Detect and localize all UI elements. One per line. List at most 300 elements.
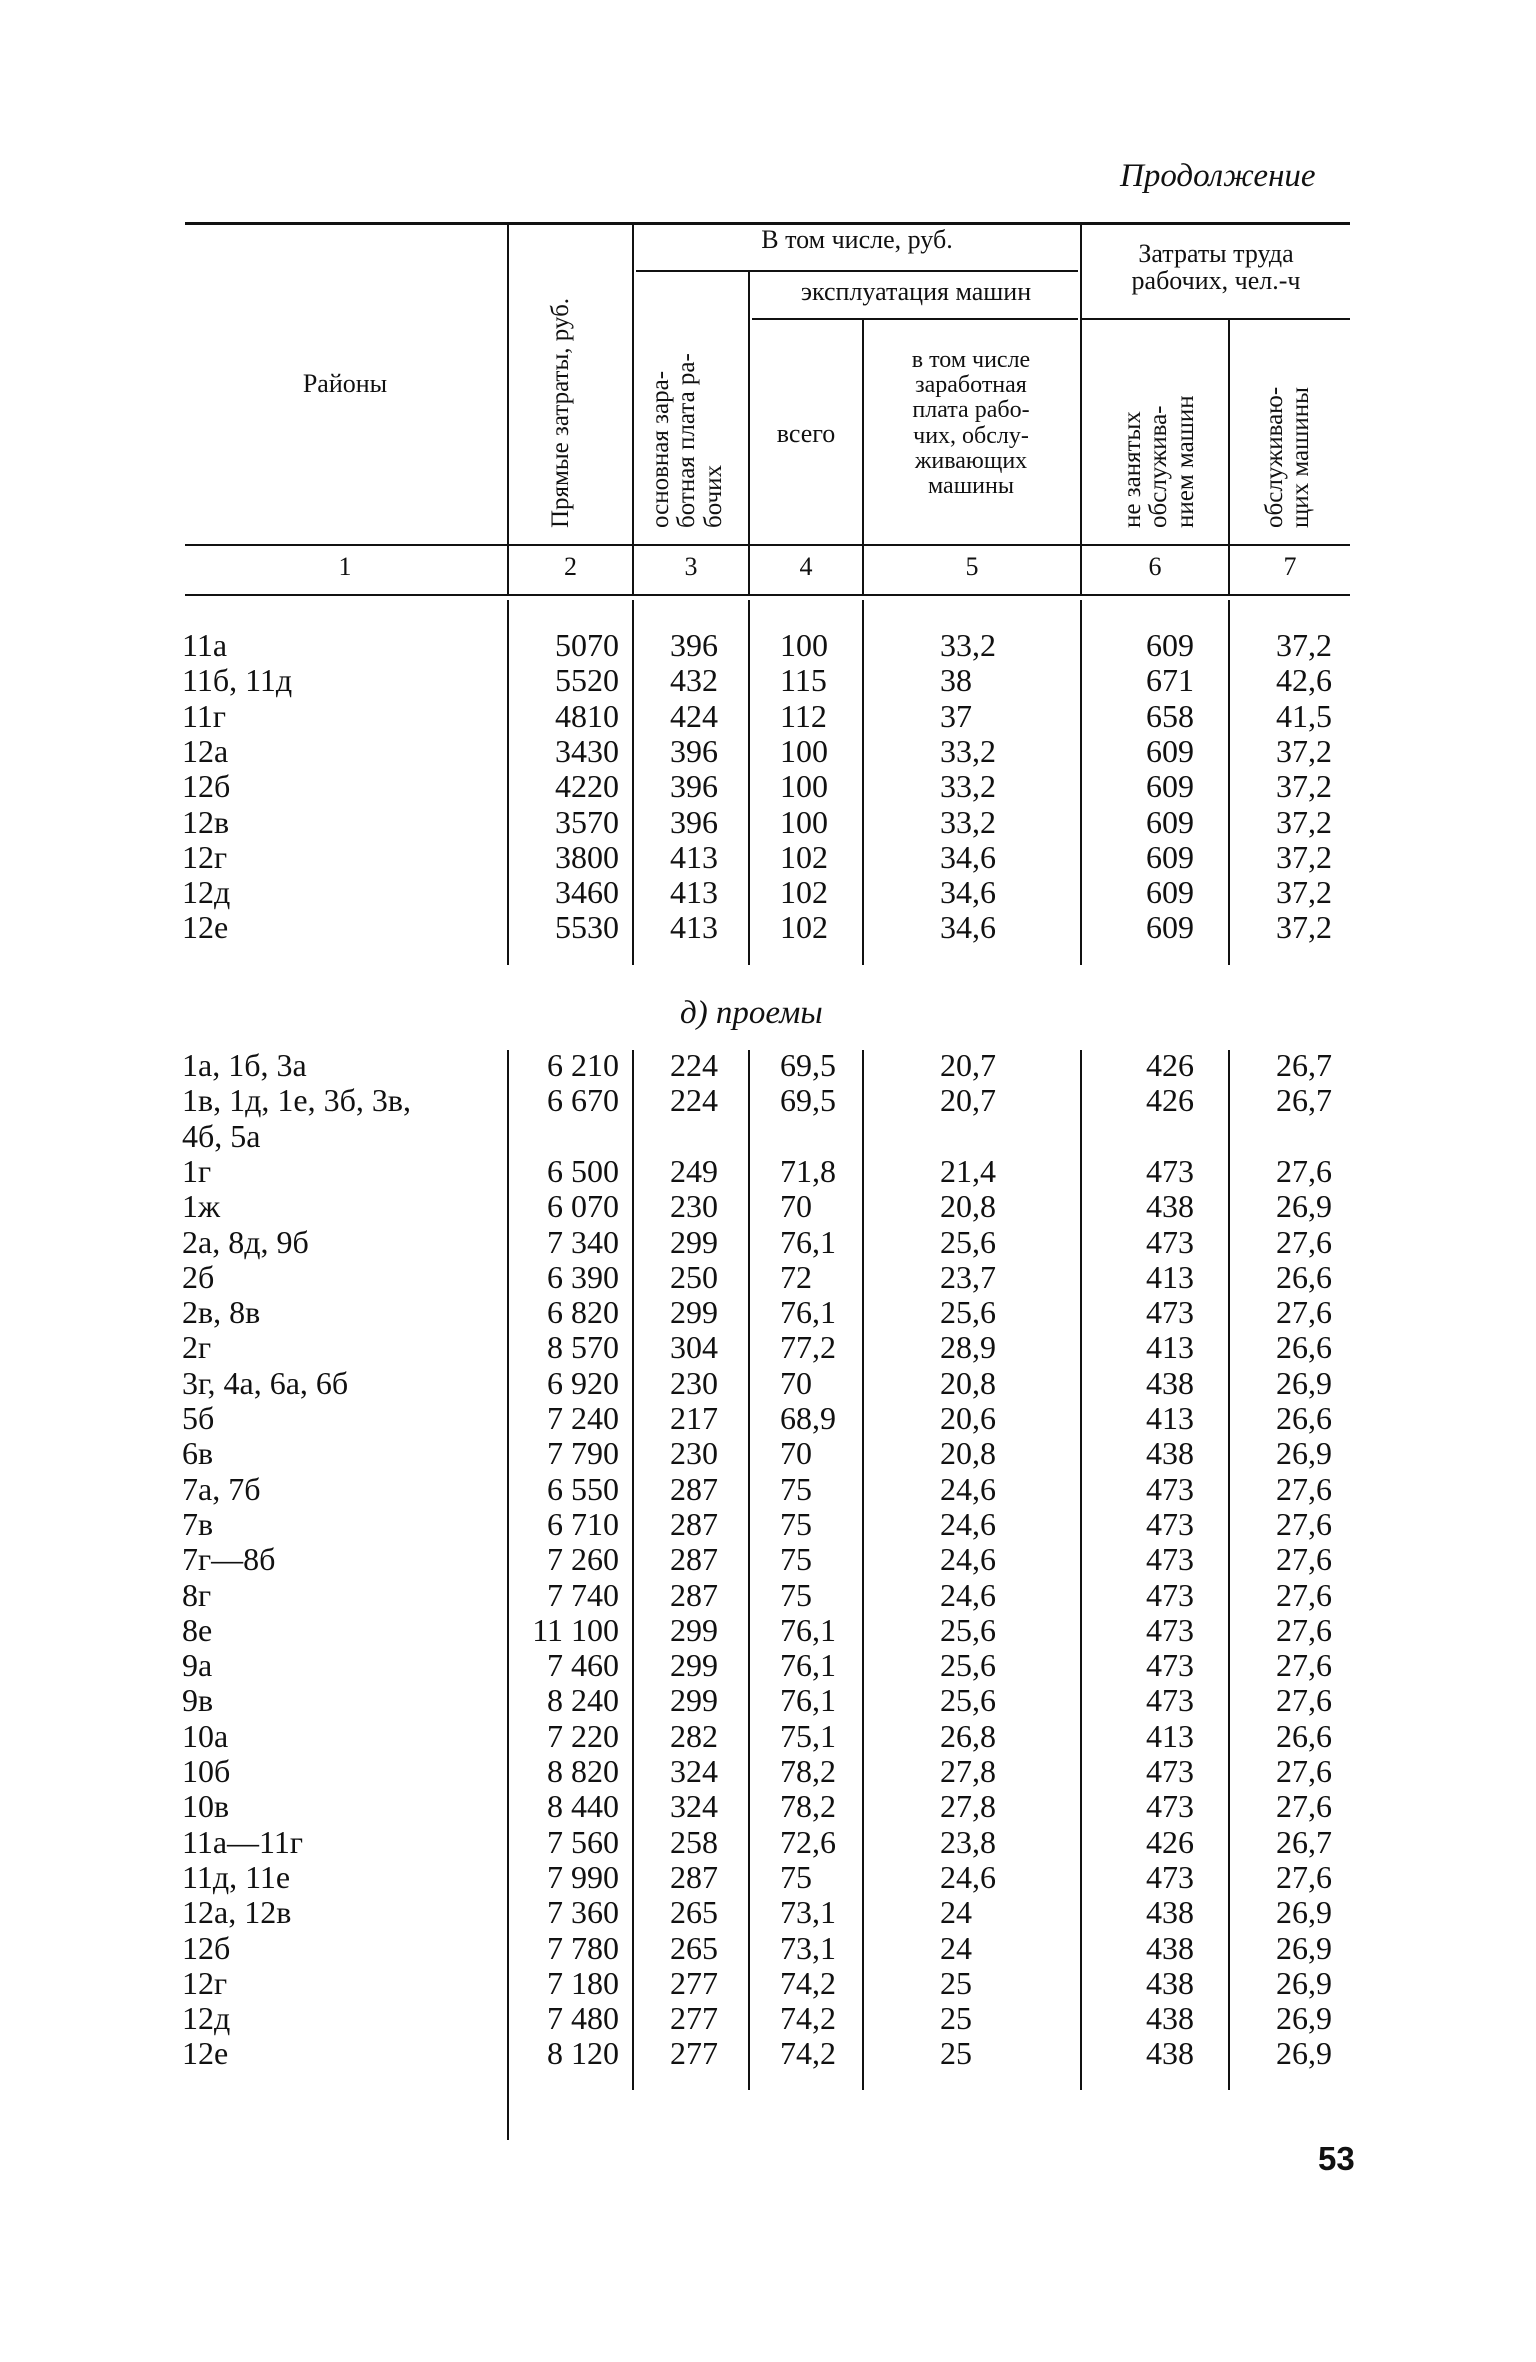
cell-zp-obsluzh: 24,6 — [940, 1576, 996, 1613]
cell-zp-obsluzh: 23,7 — [940, 1258, 996, 1295]
cell-obsluzh: 37,2 — [1276, 909, 1332, 946]
cell-vsego: 77,2 — [780, 1329, 836, 1366]
cell-zp-obsluzh: 24,6 — [940, 1858, 996, 1895]
cell-obsluzh: 26,6 — [1276, 1329, 1332, 1366]
cell-osnovnaya-zp: 424 — [670, 697, 718, 734]
cell-zp-obsluzh: 24 — [940, 1894, 972, 1931]
cell-rayon: 10а — [182, 1717, 229, 1754]
cell-vsego: 75 — [780, 1858, 812, 1895]
cell-osnovnaya-zp: 265 — [670, 1894, 718, 1931]
cell-ne-zanyatyh: 473 — [1146, 1576, 1194, 1613]
vtczp-line-2: заработная — [915, 372, 1027, 399]
cell-pryamye: 6 390 — [547, 1258, 619, 1295]
cell-osnovnaya-zp: 396 — [670, 732, 718, 769]
cell-zp-obsluzh: 25,6 — [940, 1682, 996, 1719]
cell-rayon: 7а, 7б — [182, 1470, 261, 1507]
cell-obsluzh: 26,7 — [1276, 1047, 1332, 1083]
cell-osnovnaya-zp: 413 — [670, 874, 718, 911]
cell-pryamye: 6 820 — [547, 1294, 619, 1331]
cell-osnovnaya-zp: 304 — [670, 1329, 718, 1366]
cell-osnovnaya-zp: 324 — [670, 1788, 718, 1825]
cell-osnovnaya-zp: 250 — [670, 1258, 718, 1295]
cell-vsego: 69,5 — [780, 1082, 836, 1119]
cell-ne-zanyatyh: 609 — [1146, 803, 1194, 840]
cell-zp-obsluzh: 23,8 — [940, 1823, 996, 1860]
cell-ne-zanyatyh: 413 — [1146, 1258, 1194, 1295]
header-v-tom-chisle-zp — [864, 348, 1078, 499]
cell-obsluzh: 37,2 — [1276, 803, 1332, 840]
cell-rayon: 12д — [182, 2000, 231, 2037]
cell-vsego: 75 — [780, 1541, 812, 1578]
cell-vsego: 75 — [780, 1470, 812, 1507]
cell-vsego: 76,1 — [780, 1611, 836, 1648]
hdr-vline-1 — [507, 222, 509, 594]
cell-pryamye: 3800 — [555, 838, 619, 875]
cell-zp-obsluzh: 38 — [940, 662, 972, 699]
cell-vsego: 100 — [780, 732, 828, 769]
cell-obsluzh: 27,6 — [1276, 1470, 1332, 1507]
cell-rayon: 10б — [182, 1753, 231, 1789]
osnovnaya-line-2: ботная плата ра- — [673, 353, 701, 528]
cell-rayon: 11а—11г — [182, 1823, 303, 1860]
header-zatraty-truda — [1082, 240, 1350, 295]
cell-pryamye: 6 710 — [547, 1505, 619, 1542]
osnovnaya-line-3: бочих — [699, 464, 727, 528]
cell-zp-obsluzh: 20,7 — [940, 1047, 996, 1083]
cell-rayon: 12б — [182, 768, 231, 805]
cell-ne-zanyatyh: 413 — [1146, 1717, 1194, 1754]
cell-rayon: 11а — [182, 627, 228, 663]
cell-vsego: 75 — [780, 1576, 812, 1613]
cell-vsego: 68,9 — [780, 1400, 836, 1436]
cell-ne-zanyatyh: 438 — [1146, 1188, 1194, 1225]
cell-obsluzh: 26,7 — [1276, 1823, 1332, 1860]
cell-obsluzh: 27,6 — [1276, 1576, 1332, 1613]
vtczp-line-5: живающих — [914, 447, 1028, 474]
cell-ne-zanyatyh: 426 — [1146, 1082, 1194, 1119]
cell-rayon: 11д, 11е — [182, 1858, 291, 1895]
cell-obsluzh: 26,9 — [1276, 2000, 1332, 2037]
header-osnovnaya-zp — [648, 353, 727, 528]
cell-osnovnaya-zp: 287 — [670, 1541, 718, 1578]
cell-obsluzh: 37,2 — [1276, 838, 1332, 875]
cell-ne-zanyatyh: 473 — [1146, 1152, 1194, 1189]
section-title: д) проемы — [680, 995, 823, 1031]
colnum-7: 7 — [1283, 552, 1297, 581]
cell-rayon: 9в — [182, 1682, 214, 1719]
cell-vsego: 115 — [780, 662, 827, 699]
header-vsego: всего — [776, 419, 836, 448]
cell-ne-zanyatyh: 609 — [1146, 627, 1194, 663]
cell-osnovnaya-zp: 299 — [670, 1647, 718, 1684]
cell-zp-obsluzh: 24,6 — [940, 1505, 996, 1542]
cell-rayon: 10в — [182, 1788, 230, 1825]
cell-ne-zanyatyh: 473 — [1146, 1541, 1194, 1578]
cell-rayon: 6в — [182, 1435, 214, 1472]
cell-vsego: 74,2 — [780, 1964, 836, 2001]
nezan-line-2: обслужива- — [1145, 405, 1173, 528]
cell-obsluzh: 37,2 — [1276, 874, 1332, 911]
cell-zp-obsluzh: 21,4 — [940, 1152, 996, 1189]
vtczp-line-1: в том числе — [911, 347, 1031, 373]
colnum-bottom-rule — [185, 594, 1350, 596]
cell-rayon: 2в, 8в — [182, 1294, 261, 1331]
cell-vsego: 74,2 — [780, 2000, 836, 2037]
cell-ne-zanyatyh: 438 — [1146, 1964, 1194, 2001]
cell-pryamye: 5530 — [555, 909, 619, 946]
cell-obsluzh: 26,7 — [1276, 1082, 1332, 1119]
cell-ne-zanyatyh: 413 — [1146, 1329, 1194, 1366]
cell-obsluzh: 27,6 — [1276, 1223, 1332, 1260]
cell-rayon: 1а, 1б, 3а — [182, 1047, 307, 1083]
cell-pryamye: 6 210 — [547, 1047, 619, 1083]
cell-zp-obsluzh: 34,6 — [940, 874, 996, 911]
cell-osnovnaya-zp: 230 — [670, 1188, 718, 1225]
cell-rayon: 5б — [182, 1400, 215, 1436]
cell-ne-zanyatyh: 671 — [1146, 662, 1194, 699]
cell-vsego: 70 — [780, 1364, 812, 1401]
cell-osnovnaya-zp: 287 — [670, 1576, 718, 1613]
cell-pryamye: 7 360 — [547, 1894, 619, 1931]
cell-pryamye: 7 240 — [547, 1400, 619, 1436]
cell-ne-zanyatyh: 609 — [1146, 768, 1194, 805]
header-rayony: Районы — [302, 369, 388, 398]
cell-osnovnaya-zp: 413 — [670, 909, 718, 946]
cell-pryamye: 8 240 — [547, 1682, 619, 1719]
cell-vsego: 74,2 — [780, 2035, 836, 2072]
header-v-tom-chisle: В том числе, руб. — [761, 225, 953, 254]
osnovnaya-line-1: основная зара- — [647, 370, 674, 528]
cell-osnovnaya-zp: 432 — [670, 662, 718, 699]
cell-osnovnaya-zp: 230 — [670, 1364, 718, 1401]
cell-vsego: 76,1 — [780, 1223, 836, 1260]
g2-vline-3 — [748, 1050, 750, 2090]
cell-zp-obsluzh: 25,6 — [940, 1223, 996, 1260]
cell-pryamye: 7 790 — [547, 1435, 619, 1472]
cell-ne-zanyatyh: 609 — [1146, 732, 1194, 769]
cell-zp-obsluzh: 25,6 — [940, 1294, 996, 1331]
cell-pryamye: 7 180 — [547, 1964, 619, 2001]
cell-osnovnaya-zp: 287 — [670, 1470, 718, 1507]
cell-rayon: 8е — [182, 1611, 213, 1648]
continuation-label: Продолжение — [1120, 158, 1316, 194]
cell-ne-zanyatyh: 438 — [1146, 1435, 1194, 1472]
cell-obsluzh: 26,6 — [1276, 1400, 1332, 1436]
cell-osnovnaya-zp: 224 — [670, 1082, 718, 1119]
cell-obsluzh: 27,6 — [1276, 1611, 1332, 1648]
cell-pryamye: 6 670 — [547, 1082, 619, 1119]
cell-obsluzh: 27,6 — [1276, 1788, 1332, 1825]
cell-zp-obsluzh: 20,6 — [940, 1400, 996, 1436]
cell-ne-zanyatyh: 438 — [1146, 1894, 1194, 1931]
cell-ne-zanyatyh: 473 — [1146, 1223, 1194, 1260]
cell-obsluzh: 27,6 — [1276, 1858, 1332, 1895]
cell-vsego: 76,1 — [780, 1682, 836, 1719]
cell-ne-zanyatyh: 438 — [1146, 1929, 1194, 1966]
cell-osnovnaya-zp: 413 — [670, 838, 718, 875]
header-rule-ekspluat — [752, 318, 1078, 320]
cell-ne-zanyatyh: 426 — [1146, 1823, 1194, 1860]
cell-ne-zanyatyh: 473 — [1146, 1682, 1194, 1719]
vtczp-line-4: чих, обслу- — [913, 422, 1029, 449]
cell-rayon: 2а, 8д, 9б — [182, 1223, 309, 1260]
cell-pryamye: 6 920 — [547, 1364, 619, 1401]
cell-pryamye: 7 560 — [547, 1823, 619, 1860]
cell-pryamye: 5070 — [555, 627, 619, 663]
colnum-5: 5 — [965, 552, 979, 581]
cell-vsego: 75 — [780, 1505, 812, 1542]
cell-osnovnaya-zp: 299 — [670, 1611, 718, 1648]
hdr-vline-2 — [632, 222, 634, 594]
cell-ne-zanyatyh: 473 — [1146, 1294, 1194, 1331]
cell-vsego: 69,5 — [780, 1047, 836, 1083]
cell-zp-obsluzh: 24,6 — [940, 1470, 996, 1507]
cell-obsluzh: 26,6 — [1276, 1717, 1332, 1754]
zatraty-line-2: рабочих, чел.-ч — [1131, 266, 1301, 296]
cell-osnovnaya-zp: 287 — [670, 1858, 718, 1895]
cell-zp-obsluzh: 28,9 — [940, 1329, 996, 1366]
cell-osnovnaya-zp: 299 — [670, 1682, 718, 1719]
cell-rayon: 12г — [182, 838, 228, 875]
cell-zp-obsluzh: 20,7 — [940, 1082, 996, 1119]
cell-ne-zanyatyh: 473 — [1146, 1611, 1194, 1648]
cell-ne-zanyatyh: 473 — [1146, 1788, 1194, 1825]
cell-rayon: 11г — [182, 697, 226, 734]
cell-vsego: 112 — [780, 697, 827, 734]
cell-osnovnaya-zp: 396 — [670, 627, 718, 663]
cell-ne-zanyatyh: 413 — [1146, 1400, 1194, 1436]
cell-osnovnaya-zp: 396 — [670, 768, 718, 805]
cell-pryamye: 3570 — [555, 803, 619, 840]
cell-pryamye: 7 220 — [547, 1717, 619, 1754]
cell-obsluzh: 27,6 — [1276, 1647, 1332, 1684]
cell-osnovnaya-zp: 299 — [670, 1223, 718, 1260]
cell-ne-zanyatyh: 609 — [1146, 838, 1194, 875]
cell-rayon: 2г — [182, 1329, 212, 1366]
cell-osnovnaya-zp: 277 — [670, 2000, 718, 2037]
cell-obsluzh: 27,6 — [1276, 1505, 1332, 1542]
cell-obsluzh: 26,6 — [1276, 1258, 1332, 1295]
cell-zp-obsluzh: 27,8 — [940, 1788, 996, 1825]
cell-rayon: 8г — [182, 1576, 212, 1613]
colnum-3: 3 — [684, 552, 698, 581]
obsl-line-1: обслуживаю- — [1261, 386, 1288, 528]
cell-osnovnaya-zp: 230 — [670, 1435, 718, 1472]
cell-vsego: 72 — [780, 1258, 812, 1295]
cell-zp-obsluzh: 24,6 — [940, 1541, 996, 1578]
header-rule-vtomchisle — [636, 270, 1078, 272]
cell-osnovnaya-zp: 265 — [670, 1929, 718, 1966]
cell-obsluzh: 27,6 — [1276, 1682, 1332, 1719]
cell-obsluzh: 37,2 — [1276, 768, 1332, 805]
cell-zp-obsluzh: 33,2 — [940, 627, 996, 663]
cell-rayon: 7г—8б — [182, 1541, 276, 1578]
colnum-6: 6 — [1148, 552, 1162, 581]
cell-osnovnaya-zp: 217 — [670, 1400, 718, 1436]
cell-ne-zanyatyh: 473 — [1146, 1647, 1194, 1684]
cell-rayon: 12е — [182, 909, 229, 946]
cell-osnovnaya-zp: 277 — [670, 2035, 718, 2072]
cell-ne-zanyatyh: 473 — [1146, 1753, 1194, 1789]
header-ne-zanyatyh — [1120, 395, 1199, 528]
cell-zp-obsluzh: 25,6 — [940, 1647, 996, 1684]
cell-obsluzh: 26,9 — [1276, 1964, 1332, 2001]
cell-pryamye: 7 990 — [547, 1858, 619, 1895]
cell-vsego: 71,8 — [780, 1152, 836, 1189]
cell-rayon: 1г — [182, 1152, 212, 1189]
cell-pryamye: 6 550 — [547, 1470, 619, 1507]
cell-pryamye: 7 340 — [547, 1223, 619, 1260]
nezan-line-1: не занятых — [1119, 411, 1146, 528]
cell-pryamye: 7 260 — [547, 1541, 619, 1578]
cell-pryamye: 7 780 — [547, 1929, 619, 1966]
cell-rayon: 12е — [182, 2035, 229, 2072]
cell-ne-zanyatyh: 473 — [1146, 1858, 1194, 1895]
cell-ne-zanyatyh: 473 — [1146, 1470, 1194, 1507]
cell-obsluzh: 27,6 — [1276, 1294, 1332, 1331]
cell-rayon: 1ж — [182, 1188, 221, 1225]
cell-zp-obsluzh: 34,6 — [940, 909, 996, 946]
cell-obsluzh: 37,2 — [1276, 732, 1332, 769]
cell-zp-obsluzh: 25 — [940, 2000, 972, 2037]
cell-vsego: 75,1 — [780, 1717, 836, 1754]
cell-rayon: 12а, 12в — [182, 1894, 292, 1931]
header-ekspluatatsiya: эксплуатация машин — [800, 277, 1032, 306]
cell-obsluzh: 41,5 — [1276, 697, 1332, 734]
colnum-1: 1 — [338, 552, 352, 581]
cell-zp-obsluzh: 25 — [940, 1964, 972, 2001]
cell-osnovnaya-zp: 258 — [670, 1823, 718, 1860]
cell-vsego: 100 — [780, 627, 828, 663]
cell-pryamye: 3430 — [555, 732, 619, 769]
cell-rayon: 12а — [182, 732, 229, 769]
cell-obsluzh: 27,6 — [1276, 1541, 1332, 1578]
vtczp-line-6: машины — [928, 472, 1014, 499]
cell-rayon: 1в, 1д, 1е, 3б, 3в, — [182, 1082, 411, 1119]
cell-ne-zanyatyh: 438 — [1146, 2035, 1194, 2072]
cell-ne-zanyatyh: 609 — [1146, 909, 1194, 946]
cell-zp-obsluzh: 24 — [940, 1929, 972, 1966]
cell-vsego: 102 — [780, 838, 828, 875]
cell-rayon: 9а — [182, 1647, 213, 1684]
zatraty-line-1: Затраты труда — [1138, 239, 1294, 268]
cell-zp-obsluzh: 26,8 — [940, 1717, 996, 1754]
cell-zp-obsluzh: 25,6 — [940, 1611, 996, 1648]
header-bottom-rule — [185, 544, 1350, 546]
colnum-2: 2 — [564, 552, 577, 581]
cell-pryamye: 3460 — [555, 874, 619, 911]
cell-osnovnaya-zp: 299 — [670, 1294, 718, 1331]
obsl-line-2: щих машины — [1287, 387, 1315, 528]
cell-rayon: 7в — [182, 1505, 214, 1542]
cell-osnovnaya-zp: 249 — [670, 1152, 718, 1189]
cell-pryamye: 4810 — [555, 697, 619, 734]
cell-vsego: 102 — [780, 874, 828, 911]
cell-zp-obsluzh: 33,2 — [940, 732, 996, 769]
cell-zp-obsluzh: 34,6 — [940, 838, 996, 875]
cell-vsego: 78,2 — [780, 1788, 836, 1825]
cell-vsego: 102 — [780, 909, 828, 946]
header-pryamye-zatraty: Прямые затраты, руб. — [547, 297, 574, 528]
cell-pryamye: 8 440 — [547, 1788, 619, 1825]
cell-pryamye: 8 820 — [547, 1753, 619, 1789]
cell-rayon: 3г, 4а, 6а, 6б — [182, 1364, 349, 1401]
cell-obsluzh: 26,9 — [1276, 1364, 1332, 1401]
vtczp-line-3: плата рабо- — [912, 397, 1030, 424]
cell-vsego: 73,1 — [780, 1894, 836, 1931]
cell-vsego: 76,1 — [780, 1647, 836, 1684]
nezan-line-3: нием машин — [1171, 395, 1199, 528]
cell-rayon: 4б, 5а — [182, 1117, 261, 1154]
cell-vsego: 72,6 — [780, 1823, 836, 1860]
cell-vsego: 100 — [780, 803, 828, 840]
cell-osnovnaya-zp: 396 — [670, 803, 718, 840]
cell-pryamye: 8 120 — [547, 2035, 619, 2072]
cell-zp-obsluzh: 20,8 — [940, 1435, 996, 1472]
cell-rayon: 12в — [182, 803, 230, 840]
cell-pryamye: 7 460 — [547, 1647, 619, 1684]
cell-osnovnaya-zp: 277 — [670, 1964, 718, 2001]
cell-ne-zanyatyh: 473 — [1146, 1505, 1194, 1542]
cell-rayon: 11б, 11д — [182, 662, 293, 699]
header-rule-zatraty — [1082, 318, 1350, 320]
cell-pryamye: 11 100 — [532, 1611, 619, 1648]
cell-rayon: 12б — [182, 1929, 231, 1966]
colnum-4: 4 — [799, 552, 813, 581]
cell-obsluzh: 26,9 — [1276, 1435, 1332, 1472]
cell-rayon: 12д — [182, 874, 231, 911]
cell-vsego: 70 — [780, 1188, 812, 1225]
header-obsluzh-mashiny — [1262, 387, 1315, 528]
cell-osnovnaya-zp: 282 — [670, 1717, 718, 1754]
cell-zp-obsluzh: 33,2 — [940, 803, 996, 840]
cell-ne-zanyatyh: 658 — [1146, 697, 1194, 734]
cell-obsluzh: 27,6 — [1276, 1753, 1332, 1789]
cell-osnovnaya-zp: 287 — [670, 1505, 718, 1542]
cell-pryamye: 6 500 — [547, 1152, 619, 1189]
cell-pryamye: 6 070 — [547, 1188, 619, 1225]
g2-vline-4 — [862, 1050, 864, 2090]
cell-zp-obsluzh: 25 — [940, 2035, 972, 2072]
cell-vsego: 78,2 — [780, 1753, 836, 1789]
cell-ne-zanyatyh: 426 — [1146, 1047, 1194, 1083]
cell-ne-zanyatyh: 438 — [1146, 2000, 1194, 2037]
cell-pryamye: 7 740 — [547, 1576, 619, 1613]
cell-ne-zanyatyh: 438 — [1146, 1364, 1194, 1401]
cell-zp-obsluzh: 33,2 — [940, 768, 996, 805]
cell-rayon: 2б — [182, 1258, 215, 1295]
cell-obsluzh: 37,2 — [1276, 627, 1332, 663]
cell-obsluzh: 27,6 — [1276, 1152, 1332, 1189]
cell-zp-obsluzh: 20,8 — [940, 1188, 996, 1225]
cell-osnovnaya-zp: 224 — [670, 1047, 718, 1083]
cell-obsluzh: 26,9 — [1276, 1929, 1332, 1966]
cell-pryamye: 5520 — [555, 662, 619, 699]
cell-vsego: 73,1 — [780, 1929, 836, 1966]
cell-zp-obsluzh: 20,8 — [940, 1364, 996, 1401]
page-number: 53 — [1318, 2140, 1355, 2177]
cell-obsluzh: 26,9 — [1276, 1188, 1332, 1225]
cell-rayon: 12г — [182, 1964, 228, 2001]
cell-pryamye: 8 570 — [547, 1329, 619, 1366]
cell-obsluzh: 26,9 — [1276, 2035, 1332, 2072]
g1-vline-4 — [862, 600, 864, 965]
cell-ne-zanyatyh: 609 — [1146, 874, 1194, 911]
cell-vsego: 70 — [780, 1435, 812, 1472]
cell-pryamye: 4220 — [555, 768, 619, 805]
cell-pryamye: 7 480 — [547, 2000, 619, 2037]
cell-zp-obsluzh: 27,8 — [940, 1753, 996, 1789]
